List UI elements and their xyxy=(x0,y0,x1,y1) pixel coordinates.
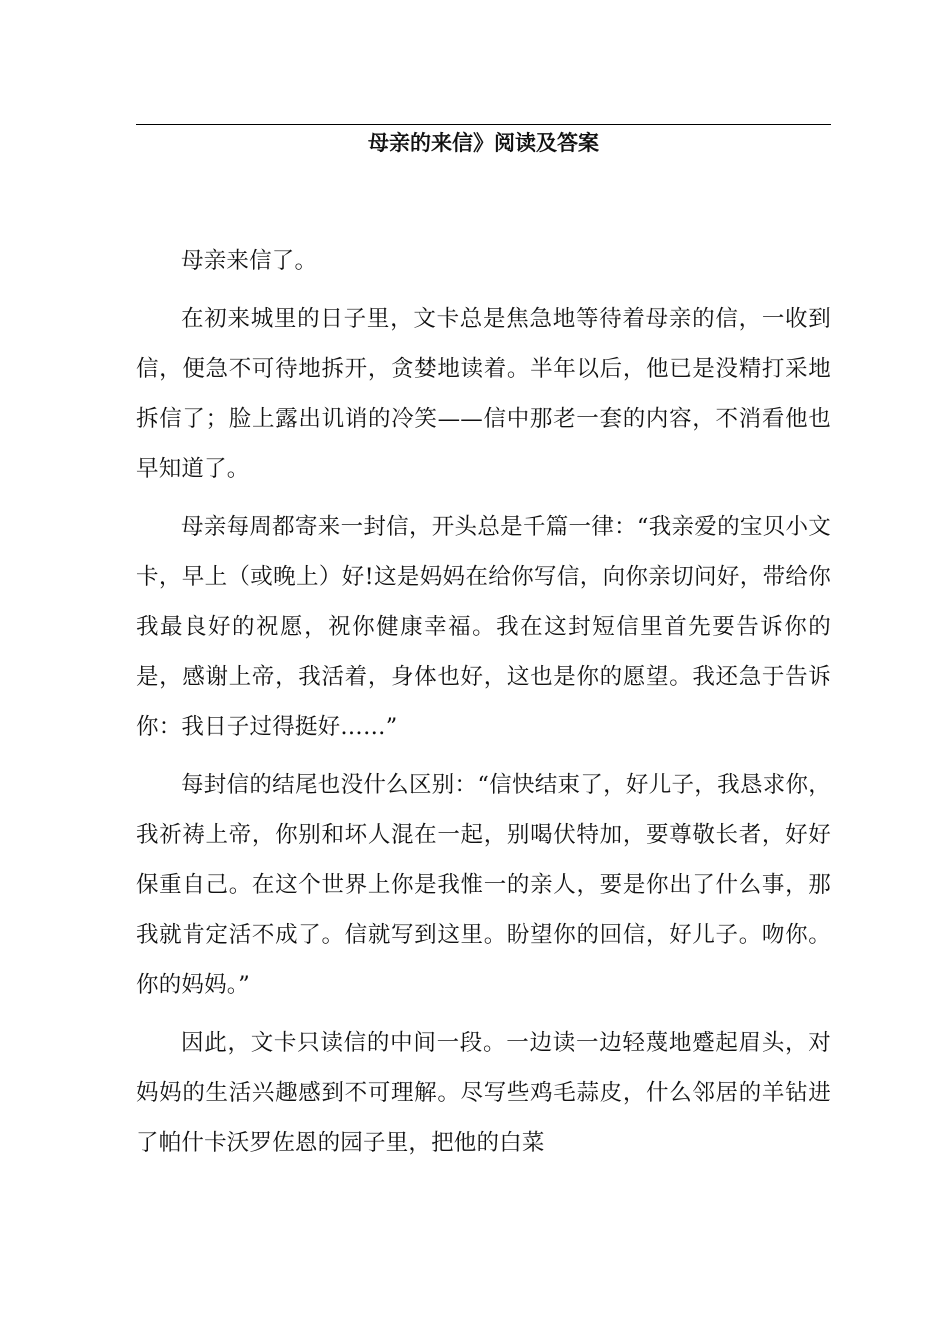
header-rule xyxy=(136,124,831,125)
paragraph-1: 母亲来信了。 xyxy=(181,248,318,274)
paragraph-3: 母亲每周都寄来一封信，开头总是千篇一律：“我亲爱的宝贝小文卡，早上（或晚上）好!这是妈妈在给你写信，向你亲切问好，带给你我最良好的祝愿，祝你健康幸福。我在这封短信里首先要告诉你的是，感谢上帝，我活着，身体也好，这也是你的愿望。我还急于告诉你：我日子过得挺好……” xyxy=(136,514,831,740)
paragraph-4: 每封信的结尾也没什么区别：“信快结束了，好儿子，我恳求你，我祈祷上帝，你别和坏人混在一起，别喝伏特加，要尊敬长者，好好保重自己。在这个世界上你是我惟一的亲人，要是你出了什么事，那我就肯定活不成了。信就写到这里。盼望你的回信，好儿子。吻你。你的妈妈。” xyxy=(136,772,831,998)
paragraph-5: 因此，文卡只读信的中间一段。一边读一边轻蔑地蹙起眉头，对妈妈的生活兴趣感到不可理解。尽写些鸡毛蒜皮，什么邻居的羊钻进了帕什卡沃罗佐恩的园子里，把他的白菜 xyxy=(136,1030,831,1156)
document-title: 母亲的来信》阅读及答案 xyxy=(368,131,599,155)
document-body xyxy=(136,236,831,1176)
paragraph-2: 在初来城里的日子里，文卡总是焦急地等待着母亲的信，一收到信，便急不可待地拆开，贪婪地读着。半年以后，他已是没精打采地拆信了；脸上露出讥诮的冷笑——信中那老一套的内容，不消看他也早知道了。 xyxy=(136,306,831,482)
